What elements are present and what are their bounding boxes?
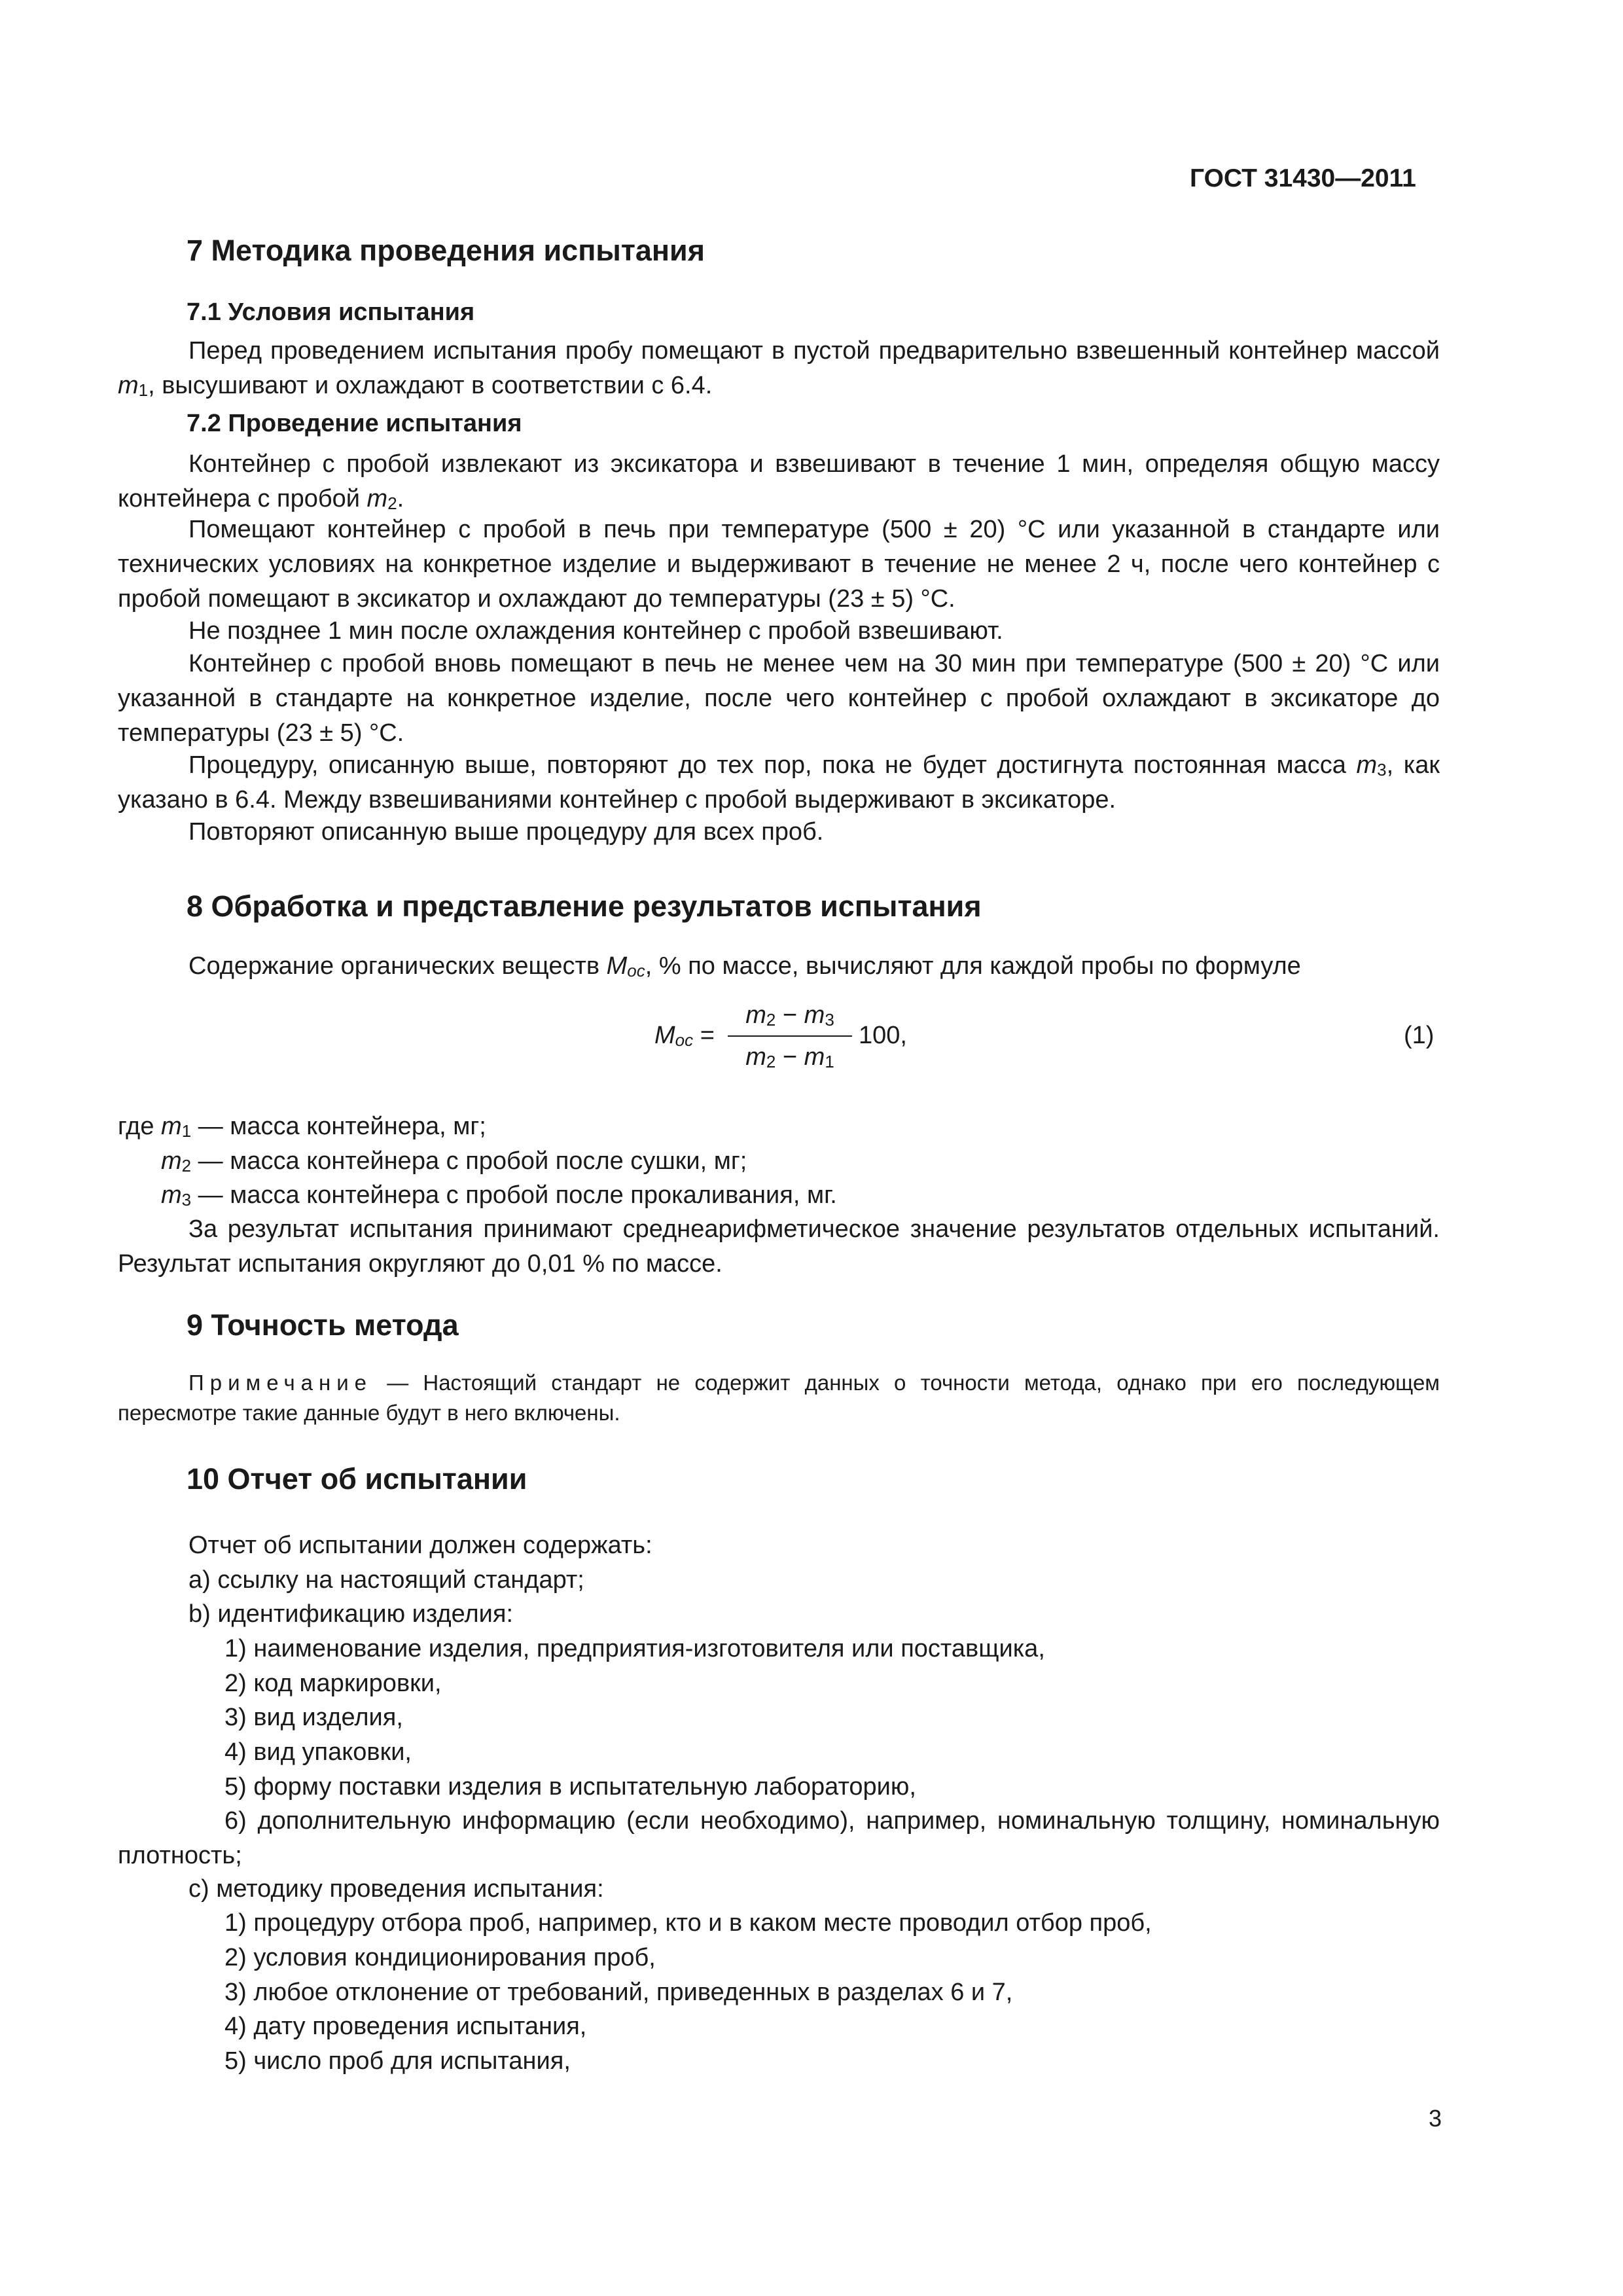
section-8-title: 8 Обработка и представление результатов испытания: [187, 889, 982, 923]
formula-fraction: [728, 996, 852, 1076]
report-item-b4: 4) вид упаковки,: [224, 1738, 412, 1766]
subsection-7-2-title: 7.2 Проведение испытания: [187, 410, 522, 437]
report-item-b3: 3) вид изделия,: [224, 1704, 403, 1731]
report-item-c1: 1) процедуру отбора проб, например, кто и в каком месте проводил отбор проб,: [224, 1909, 1152, 1937]
page-number: 3: [1429, 2105, 1442, 2132]
report-item-b1: 1) наименование изделия, предприятия-изготовителя или поставщика,: [224, 1635, 1045, 1662]
report-item-c2: 2) условия кондиционирования проб,: [224, 1944, 656, 1971]
formula-lhs: $M_{oc}$ =: [654, 1022, 715, 1050]
report-item-c5: 5) число проб для испытания,: [224, 2047, 571, 2075]
formula-numerator: $m_2 - m_3$: [745, 1001, 834, 1030]
where-m2: $m_2$ — масса контейнера с пробой после сушки, мг;: [161, 1147, 747, 1175]
section-7-title: 7 Методика проведения испытания: [187, 234, 705, 267]
subsection-7-1-title: 7.1 Условия испытания: [187, 298, 475, 326]
report-item-c: c) методику проведения испытания:: [188, 1875, 604, 1903]
paragraph-8-intro: Содержание органических веществ $M_{oc}$, % по массе, вычисляют для каждой пробы по формуле: [188, 952, 1301, 980]
report-intro: Отчет об испытании должен содержать:: [188, 1532, 652, 1559]
where-m1: где $m_1$ — масса контейнера, мг;: [118, 1113, 486, 1141]
report-item-b2: 2) код маркировки,: [224, 1670, 442, 1697]
paragraph-7-2-3: Не позднее 1 мин после охлаждения контейнер с пробой взвешивают.: [188, 617, 1003, 645]
section-9-title: 9 Точность метода: [187, 1308, 459, 1342]
paragraph-7-2-1: Контейнер с пробой извлекают из эксикатора и взвешивают в течение 1 мин, определяя общую массу контейнера с пробой $m_2$.: [118, 450, 1440, 513]
report-item-b: b) идентификацию изделия:: [188, 1600, 514, 1628]
paragraph-8-result: За результат испытания принимают среднеарифметическое значение результатов отдельных испытаний. Результат испытания округляют до 0,01 % по массе.: [118, 1215, 1440, 1278]
standard-number: ГОСТ 31430—2011: [1190, 164, 1416, 192]
section-10-title: 10 Отчет об испытании: [187, 1462, 527, 1496]
report-item-b5: 5) форму поставки изделия в испытательную лабораторию,: [224, 1773, 916, 1801]
report-item-b6: 6) дополнительную информацию (если необходимо), например, номинальную толщину, номинальную плотность;: [118, 1807, 1440, 1869]
paragraph-7-2-2: Помещают контейнер с пробой в печь при температуре (500 ± 20) °С или указанной в стандарте или технических условиях на конкретное изделие и выдерживают в течение не менее 2 ч, после чего контейнер с пробой помещают в эксикатор и охлаждают до температуры (23 ± 5) °С.: [118, 516, 1440, 613]
formula-1: [654, 996, 929, 1081]
where-m3: $m_3$ — масса контейнера с пробой после прокаливания, мг.: [161, 1181, 837, 1210]
section-9-note: Примечание — Настоящий стандарт не содержит данных о точности метода, однако при его последующем пересмотре такие данные будут в него включены.: [118, 1371, 1440, 1425]
paragraph-7-2-6: Повторяют описанную выше процедуру для всех проб.: [188, 818, 824, 846]
report-item-c3: 3) любое отклонение от требований, приведенных в разделах 6 и 7,: [224, 1979, 1013, 2006]
paragraph-7-2-4: Контейнер с пробой вновь помещают в печь не менее чем на 30 мин при температуре (500 ± 20) °С или указанной в стандарте на конкретное изделие, после чего контейнер с пробой охлаждают в эксикаторе до температуры (23 ± 5) °С.: [118, 650, 1440, 747]
report-item-c4: 4) дату проведения испытания,: [224, 2013, 587, 2040]
fraction-bar: [728, 1035, 852, 1037]
formula-factor: 100,: [859, 1022, 907, 1049]
paragraph-7-2-5: Процедуру, описанную выше, повторяют до тех пор, пока не будет достигнута постоянная масса $m_3$, как указано в 6.4. Между взвешиваниями контейнер с пробой выдерживают в эксикаторе.: [118, 751, 1440, 814]
paragraph-7-1: Перед проведением испытания пробу помещают в пустой предварительно взвешенный контейнер массой $m_1$, высушивают и охлаждают в соответствии с 6.4.: [118, 337, 1440, 400]
formula-denominator: $m_2 - m_1$: [745, 1043, 834, 1071]
report-item-a: a) ссылку на настоящий стандарт;: [188, 1566, 584, 1594]
formula-number: (1): [1404, 1022, 1435, 1049]
